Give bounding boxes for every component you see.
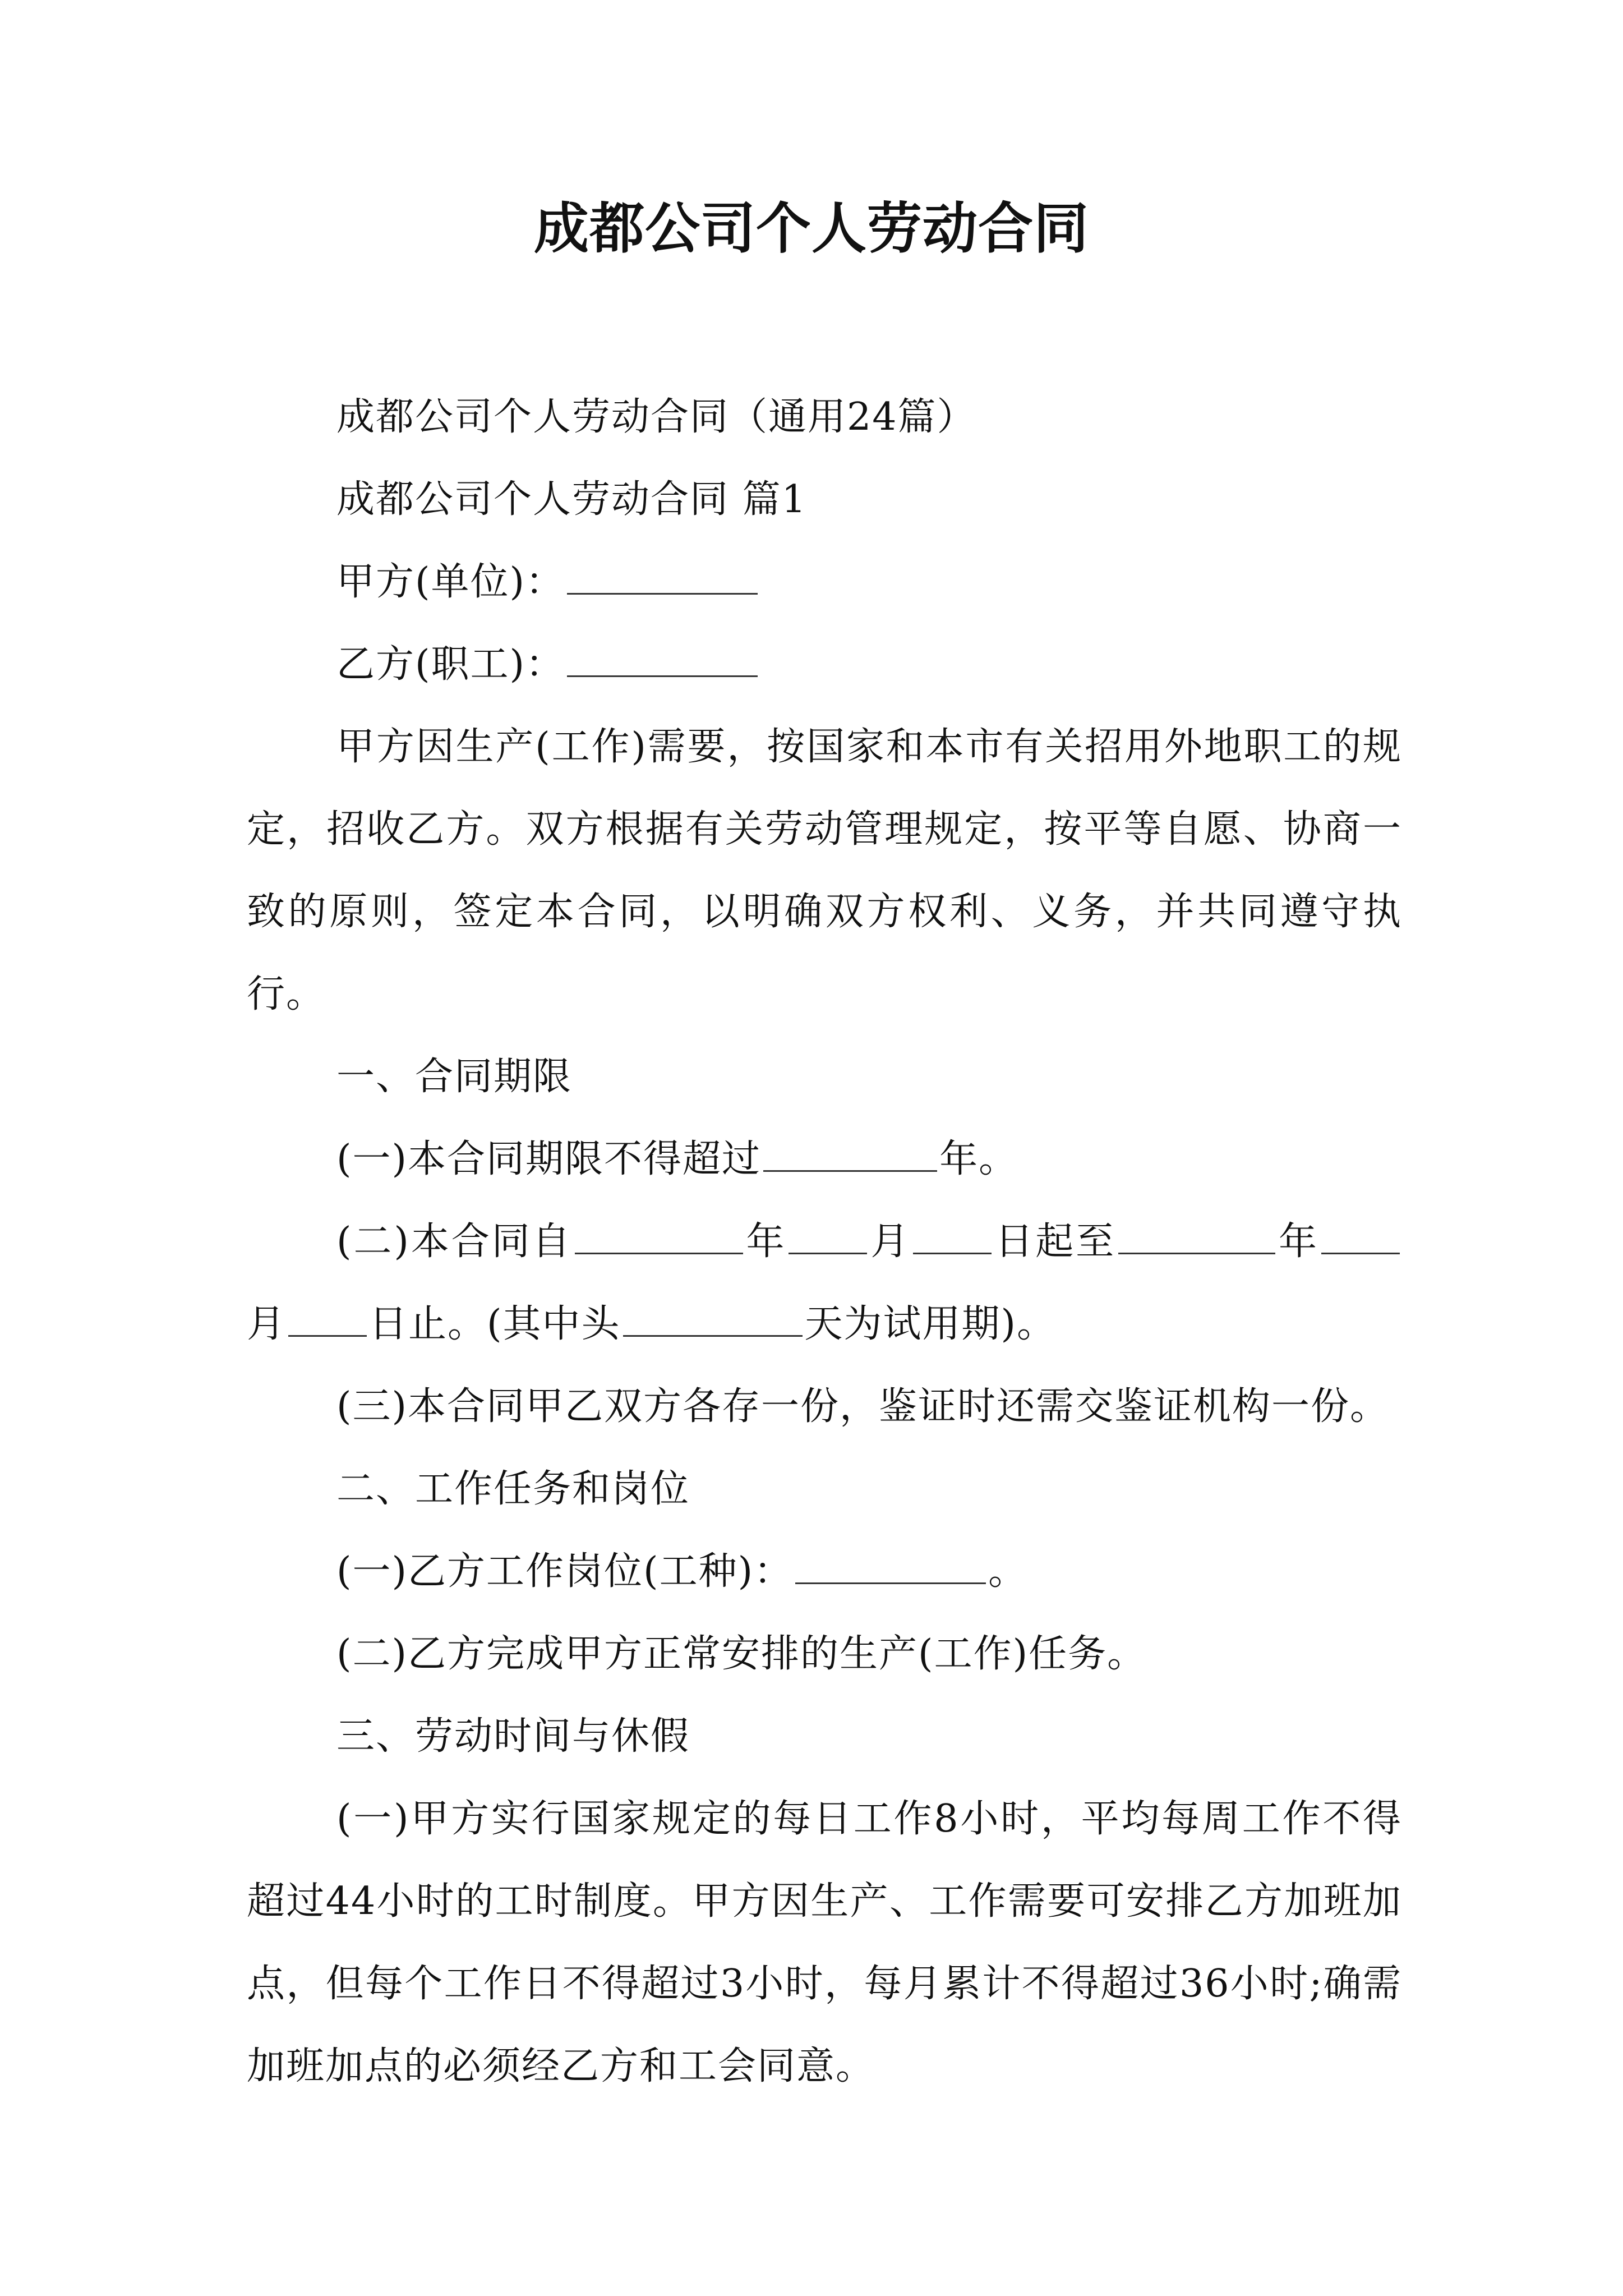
clause-text: 天为试用期)。 [804,1302,1057,1346]
section-heading-3: 三、劳动时间与休假 [336,1714,690,1759]
years-blank [763,1170,937,1172]
clause-1-2 [247,1200,1402,1365]
party-b-line [247,623,1402,706]
job-position-blank [795,1582,986,1584]
clause-text: 年。 [939,1137,1018,1181]
clause-text: 月 [869,1220,911,1264]
start-month-blank [789,1252,867,1254]
section-heading: 成都公司个人劳动合同 篇1 [336,477,807,522]
clause-2-2: (二)乙方完成甲方正常安排的生产(工作)任务。 [336,1632,1147,1676]
clause-1-1 [247,1118,1402,1200]
end-year-blank [1118,1252,1275,1254]
clause-text: 年 [745,1220,787,1264]
section-heading-2: 二、工作任务和岗位 [336,1467,690,1511]
end-day-blank [288,1335,367,1337]
clause-text: 日起至 [994,1220,1117,1264]
clause-2-1 [247,1530,1402,1613]
probation-days-blank [623,1335,803,1337]
clause-text: 年 [1278,1220,1319,1264]
document-body [247,376,1402,2108]
clause-text: (一)本合同期限不得超过 [336,1137,762,1181]
document-title: 成都公司个人劳动合同 [533,196,1089,261]
end-month-blank [1321,1252,1400,1254]
clause-text: (二)本合同自 [336,1220,573,1264]
party-b-label: 乙方(职工)： [336,642,565,687]
clause-text: 日止。(其中头 [369,1302,621,1346]
clause-text: 月 [247,1302,287,1346]
intro-paragraph: 甲方因生产(工作)需要，按国家和本市有关招用外地职工的规定，招收乙方。双方根据有关劳动管理规定，按平等自愿、协商一致的原则，签定本合同，以明确双方权利、义务，并共同遵守执行。 [247,725,1402,1016]
start-day-blank [913,1252,992,1254]
party-b-blank [567,675,758,677]
clause-3-1: (一)甲方实行国家规定的每日工作8小时，平均每周工作不得超过44小时的工时制度。甲方因生产、工作需要可安排乙方加班加点，但每个工作日不得超过3小时，每月累计不得超过36小时;确需加班加点的必须经乙方和工会同意。 [247,1797,1403,2088]
party-a-line [247,541,1402,623]
party-a-label: 甲方(单位)： [336,560,565,604]
clause-1-3: (三)本合同甲乙双方各存一份，鉴证时还需交鉴证机构一份。 [336,1384,1390,1429]
start-year-blank [575,1252,743,1254]
clause-text: (一)乙方工作岗位(工种)： [336,1549,794,1594]
document-subtitle: 成都公司个人劳动合同（通用24篇） [336,395,976,439]
clause-text: 。 [988,1549,1028,1594]
party-a-blank [567,592,758,595]
section-heading-1: 一、合同期限 [336,1055,573,1099]
